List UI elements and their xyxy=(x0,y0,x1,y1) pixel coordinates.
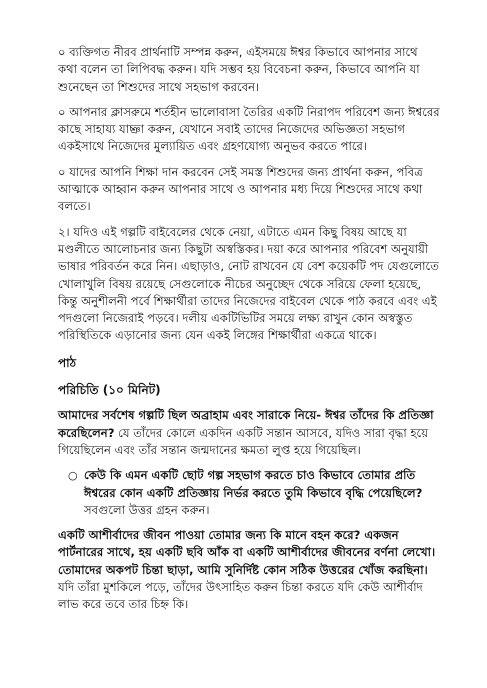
prayer-paragraph-1: ০ ব্যক্তিগত নীরব প্রার্থনাটি সম্পন্ন করুন, এইসময়ে ঈশ্বর কিভাবে আপনার সাথে কথা বলেন তা লিপিবদ্ধ করুন। যদি সম্ভব হয় বিবেচনা করুন, কিভাবে আপনি যা শুনেছেন তা শিশুদের সাথে সহভাগ করবেন। xyxy=(58,45,420,94)
prayer-paragraph-3: ০ যাদের আপনি শিক্ষা দান করবেন সেই সমস্ত শিশুদের জন্য প্রার্থনা করুন, পবিত্র আত্মাকে আহ্বান করুন আপনার সাথে ও আপনার মধ্য দিয়ে শিশুদের সাথে কথা বলতে। xyxy=(58,164,423,214)
blessing-instruction: যদি তাঁরা মুশকিলে পড়ে, তাঁদের উৎসাহিত করুন চিন্তা করতে যদি কেউ আশীর্বাদ লাভ করে তবে তার চিহ্ন কি। xyxy=(58,580,423,612)
bullet-item xyxy=(58,467,440,519)
document-page xyxy=(58,44,440,614)
intro-paragraph xyxy=(58,407,440,459)
intro-answer: যে তাঁদের কোলে একদিন একটি সন্তান আসবে, যদিও সারা বৃদ্ধা হয়ে গিয়েছিলেন এবং তাঁর সন্তান জন্মদানের ক্ষমতা লুপ্ত হয়ে গিয়েছিল। xyxy=(58,425,429,457)
circle-bullet-icon: ○ xyxy=(68,469,78,483)
blessing-paragraph xyxy=(58,527,440,613)
intro-heading: পরিচিতি (১০ মিনিট) xyxy=(58,383,161,398)
bullet-question: কেউ কি এমন একটি ছোট গল্প সহভাগ করতে চাও কিভাবে তোমার প্রতি ঈশ্বরের কোন একটি প্রতিজ্ঞায় নির্ভর করতে তুমি কিভাবে বৃদ্ধি পেয়েছিলে? xyxy=(84,468,423,500)
bullet-text xyxy=(84,467,440,519)
intro-question: আমাদের সর্বশেষ গল্পটি ছিল অব্রাহাম এবং সারাকে নিয়ে- ঈশ্বর তাঁদের কি প্রতিজ্ঞা করেছিলেন? xyxy=(58,408,434,440)
prayer-paragraph-2: ০ আপনার ক্লাসরুমে শর্তহীন ভালোবাসা তৈরির একটি নিরাপদ পরিবেশ জন্য ঈশ্বরের কাছে সাহায্য যাচ্ঞা করুন, যেখানে সবাই তাদের নিজেদের অভিজ্ঞতা সহভাগ একইসাথে নিজেদের মুল্যায়িত এবং গ্রহণযোগ্য অনুভব করতে পারে। xyxy=(58,104,440,154)
bullet-instruction: সবগুলো উত্তর গ্রহন করুন। xyxy=(84,502,210,517)
note-paragraph: ২। যদিও এই গল্পটি বাইবেলের থেকে নেয়া, এটাতে এমন কিছু বিষয় আছে যা মণ্ডলীতে আলোচনার জন্য কিছুটা অস্বস্তিকর। দয়া করে আপনার পরিবেশ অনুযায়ী ভাষার পরিবর্তন করে নিন। এছাড়াও, নোট রাখবেন যে বেশ কয়েকটি পদ যেগুলোতে খোলাখুলি বিষয় রয়েছে সেগুলোকে নীচের অনুচ্ছেদ থেকে সরিয়ে ফেলা হয়েছে, কিন্তু অনুশীলনী পর্বে শিক্ষার্থীরা তাদের নিজেদের বাইবেল থেকে পাঠ করবে এবং এই পদগুলো নিজেরাই পড়বে। দলীয় একটিভিটির সময়ে লক্ষ্য রাখুন কোন অস্বস্তুত পরিস্থিতিকে এড়ানোর জন্য যেন একই লিঙ্গের শিক্ষার্থীরা একত্রে থাকে। xyxy=(58,224,439,343)
lesson-heading: পাঠ xyxy=(58,355,77,370)
blessing-question: একটি আশীর্বাদের জীবন পাওয়া তোমার জন্য কি মানে বহন করে? একজন পার্টনারের সাথে, হয় একটি ছবি আঁক বা একটি আশীর্বাদের জীবনের বর্ণনা লেখো। তোমাদের অকপট চিন্তা ছাড়া, আমি সুনির্দিষ্ট কোন সঠিক উত্তরের খোঁজ করছিনা। xyxy=(58,528,436,577)
